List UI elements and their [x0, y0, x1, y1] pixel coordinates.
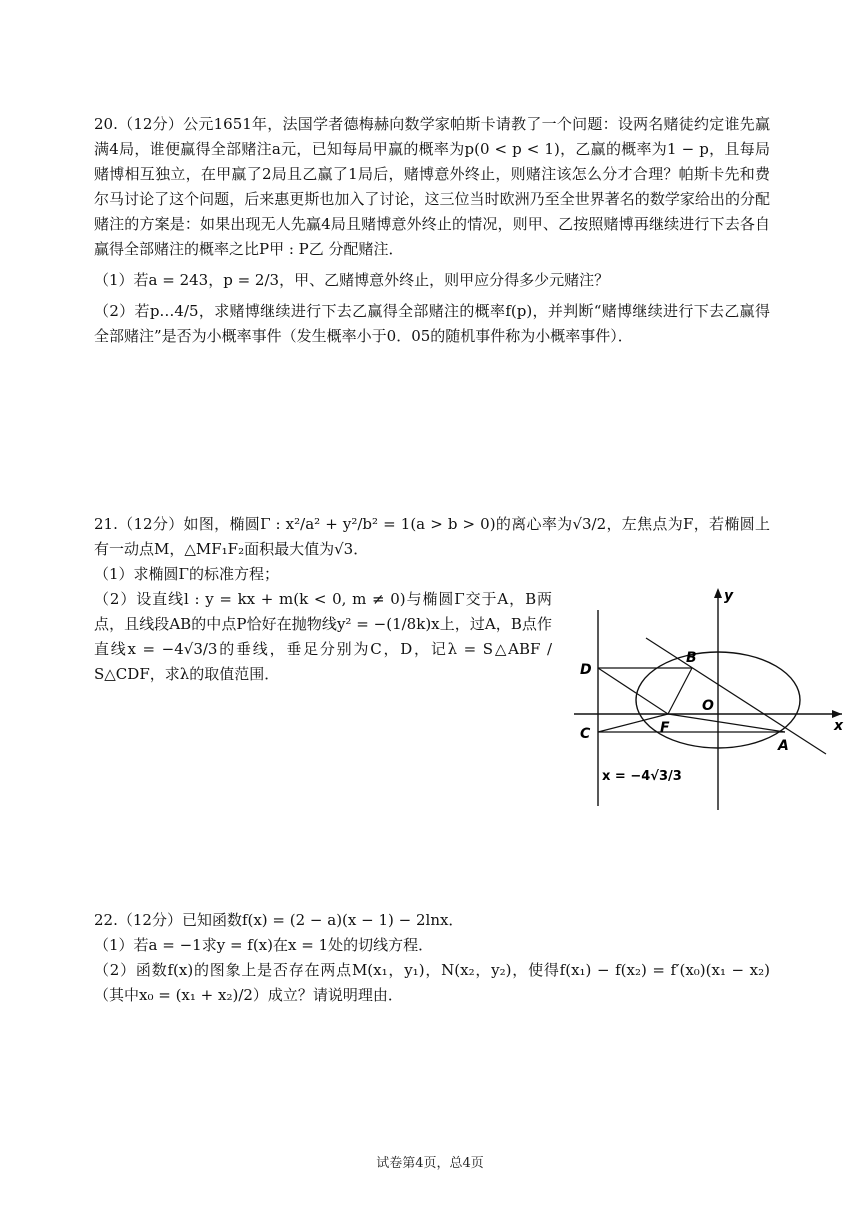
q22-part1: （1）若a = −1求y = f(x)在x = 1处的切线方程．	[94, 936, 434, 954]
line-l	[646, 638, 826, 754]
q20-part1: （1）若a = 243，p = 2/3，甲、乙赌博意外终止，则甲应分得多少元赌注？	[94, 271, 610, 289]
question-22	[94, 908, 770, 1008]
label-A: A	[778, 738, 789, 754]
label-O: O	[702, 698, 714, 714]
ellipse-figure	[570, 584, 850, 816]
label-B: B	[686, 650, 697, 666]
q22-stem: 22.（12分）已知函数f(x) = (2 − a)(x − 1) − 2lnx．	[94, 911, 464, 929]
q21-stem: 21.（12分）如图，椭圆Γ : x²/a² + y²/b² = 1(a > b > 0)的离心率为√3/2，左焦点为F，若椭圆上有一动点M，△MF₁F₂面积最大值为√3．	[94, 515, 770, 558]
q21-part2: （2）设直线l : y = kx + m(k < 0, m ≠ 0)与椭圆Γ交于A，B两点，且线段AB的中点P恰好在抛物线y² = −(1/8k)x上，过A，B点作直线x = −4√3/3的垂线，垂足分别为C，D，记λ = S△ABF / S△CDF，求λ的取值范围．	[94, 590, 552, 683]
label-D: D	[580, 662, 592, 678]
q22-part2: （2）函数f(x)的图象上是否存在两点M(x₁，y₁)，N(x₂，y₂)，使得f(x₁) − f(x₂) = f′(x₀)(x₁ − x₂)（其中x₀ = (x₁ + x₂)/2）成立？请说明理由．	[94, 961, 770, 1004]
label-F: F	[660, 720, 670, 736]
label-C: C	[580, 726, 591, 742]
label-y: y	[724, 588, 734, 604]
q21-part1: （1）求椭圆Γ的标准方程；	[94, 565, 279, 583]
directrix-label: x = −4√3/3	[602, 769, 682, 784]
q20-stem: 20.（12分）公元1651年，法国学者德梅赫向数学家帕斯卡请教了一个问题：设两名赌徒约定谁先赢满4局，谁便赢得全部赌注a元，已知每局甲赢的概率为p(0 < p < 1)，乙赢的概率为1 − p，且每局赌博相互独立，在甲赢了2局且乙赢了1局后，赌博意外终止，则赌注该怎么分才合理？帕斯卡先和费尔马讨论了这个问题，后来惠更斯也加入了讨论，这三位当时欧洲乃至全世界著名的数学家给出的分配赌注的方案是：如果出现无人先赢4局且赌博意外终止的情况，则甲、乙按照赌博再继续进行下去各自赢得全部赌注的概率之比P甲 : P乙 分配赌注．	[94, 115, 770, 258]
q20-part2: （2）若p…4/5，求赌博继续进行下去乙赢得全部赌注的概率f(p)，并判断“赌博继续进行下去乙赢得全部赌注”是否为小概率事件（发生概率小于0．05的随机事件称为小概率事件）．	[94, 302, 770, 345]
y-axis-arrow	[714, 588, 722, 598]
segment-BF	[668, 668, 692, 714]
x-axis-arrow	[832, 710, 842, 718]
segment-CF	[598, 714, 668, 732]
label-x: x	[834, 718, 844, 734]
question-20	[94, 112, 770, 349]
page-footer: 试卷第4页，总4页	[376, 1156, 484, 1171]
segment-DF	[598, 668, 668, 714]
